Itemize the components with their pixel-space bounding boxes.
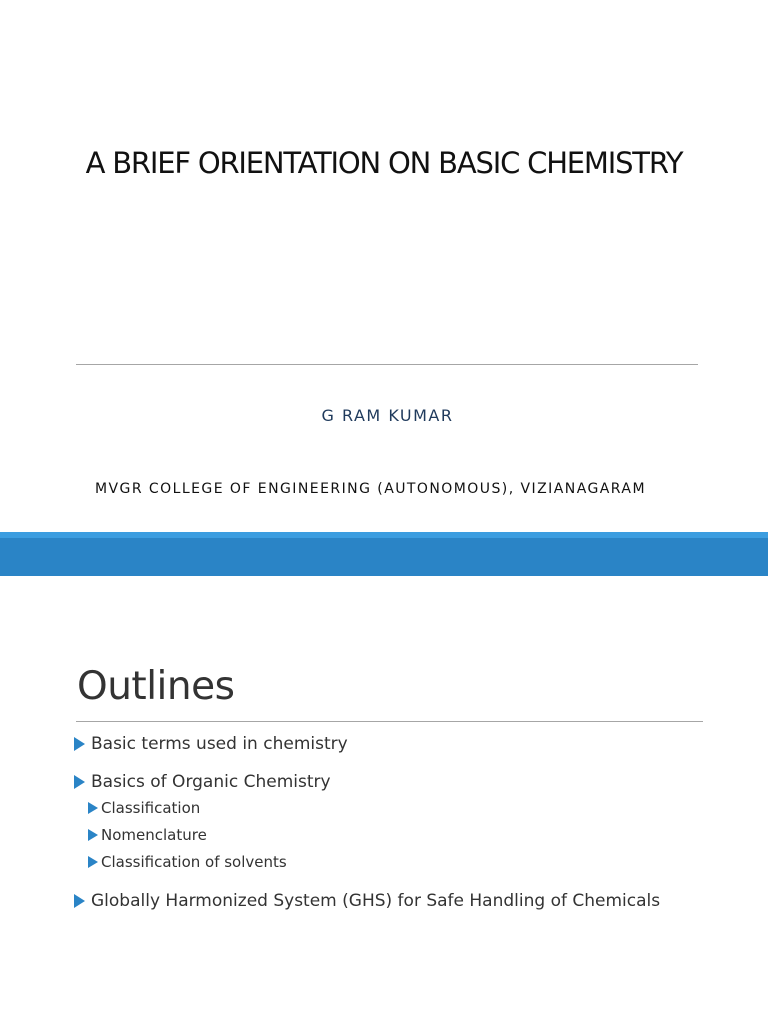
sub-bullet-item bbox=[88, 853, 287, 871]
slide-separator-highlight bbox=[0, 532, 768, 538]
bullet-text: Globally Harmonized System (GHS) for Safe Handling of Chemicals bbox=[91, 891, 661, 911]
bullet-item bbox=[74, 734, 348, 754]
bullet-arrow-icon bbox=[74, 775, 85, 789]
sub-bullet-item bbox=[88, 826, 207, 844]
bullet-text: Classification of solvents bbox=[101, 853, 287, 871]
bullet-arrow-icon bbox=[88, 829, 98, 841]
bullet-arrow-icon bbox=[88, 856, 98, 868]
bullet-text: Classification bbox=[101, 799, 201, 817]
bullet-text: Basic terms used in chemistry bbox=[91, 734, 348, 754]
institution-name: MVGR COLLEGE OF ENGINEERING (AUTONOMOUS), VIZIANAGARAM bbox=[95, 481, 646, 497]
bullet-text: Basics of Organic Chemistry bbox=[91, 772, 331, 792]
title-divider bbox=[76, 364, 698, 365]
sub-bullet-item bbox=[88, 799, 200, 817]
bullet-text: Nomenclature bbox=[101, 826, 207, 844]
bullet-item bbox=[74, 772, 331, 792]
outline-slide bbox=[0, 576, 768, 1024]
presentation-title: A BRIEF ORIENTATION ON BASIC CHEMISTRY bbox=[85, 146, 683, 180]
outline-heading: Outlines bbox=[77, 664, 235, 709]
author-name: G RAM KUMAR bbox=[321, 406, 454, 425]
bullet-item bbox=[74, 891, 660, 911]
bullet-arrow-icon bbox=[74, 737, 85, 751]
heading-divider bbox=[76, 721, 703, 722]
bullet-arrow-icon bbox=[88, 802, 98, 814]
bullet-arrow-icon bbox=[74, 894, 85, 908]
slide-separator-band bbox=[0, 532, 768, 576]
